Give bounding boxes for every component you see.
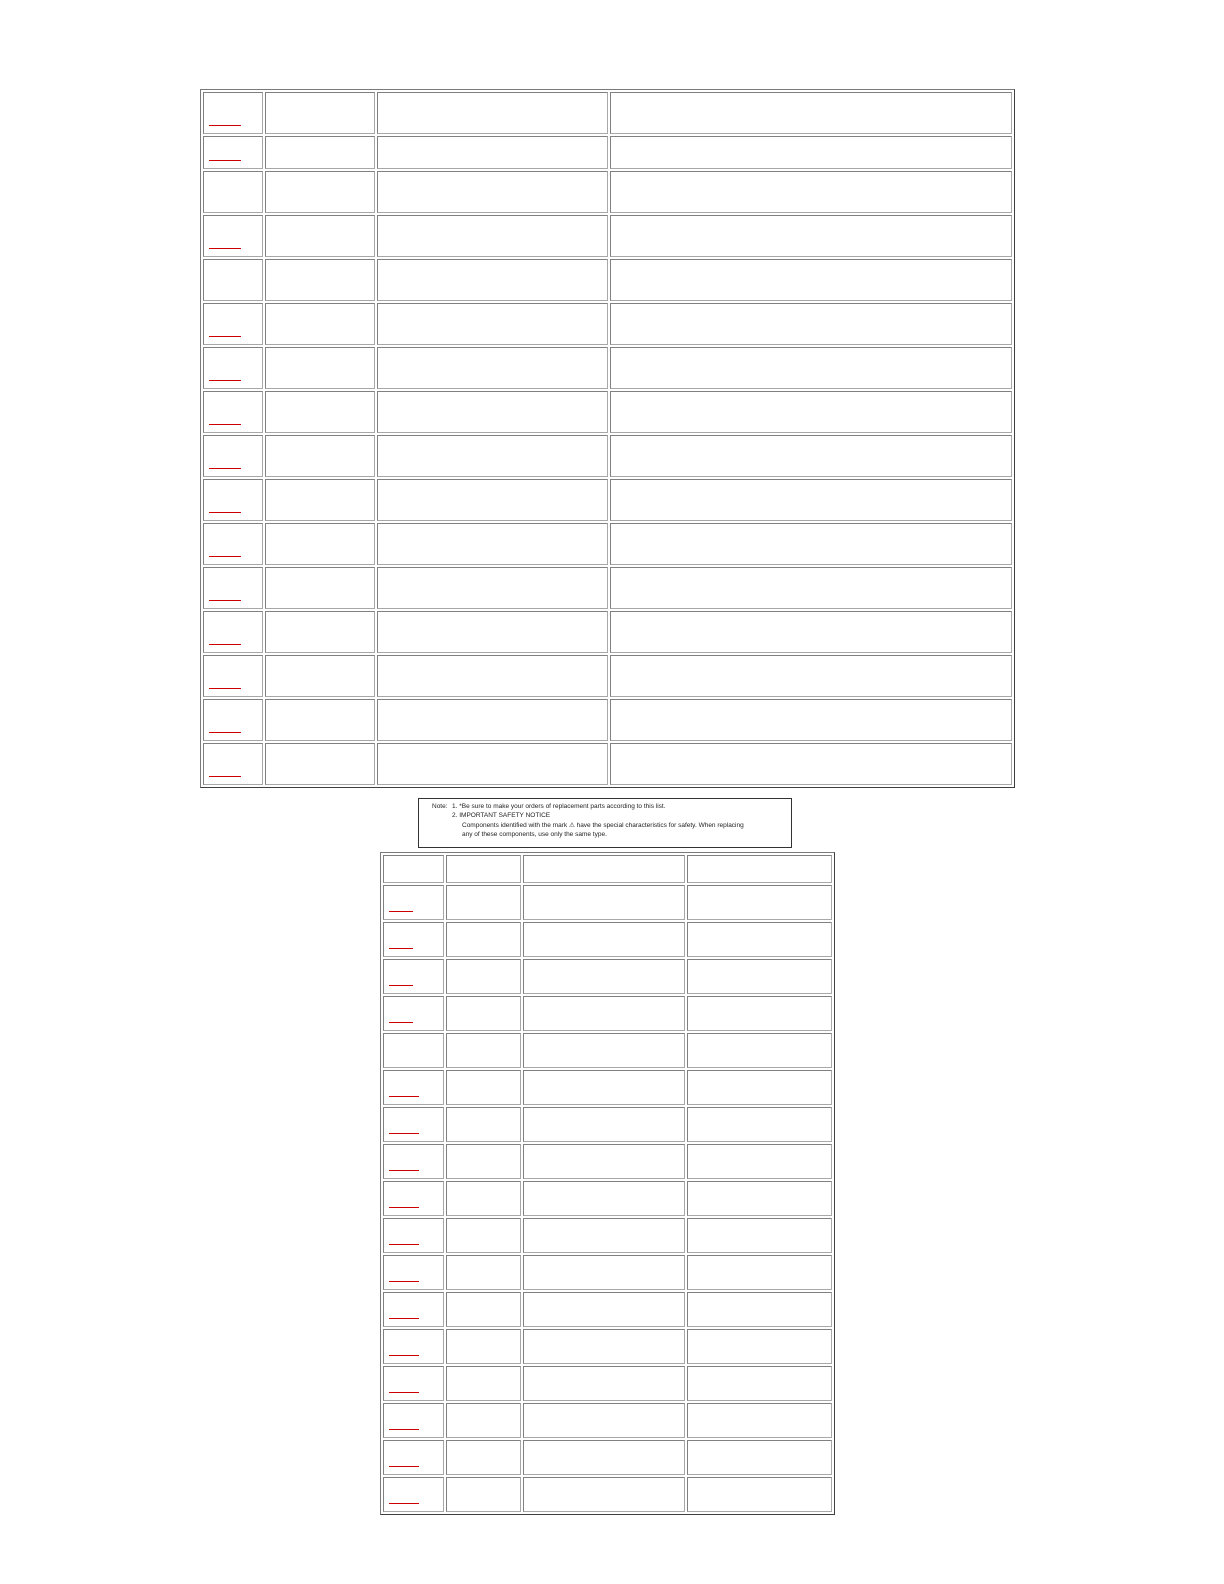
description-cell [687, 1070, 832, 1105]
table-row [383, 1477, 832, 1512]
part-no-cell [265, 743, 375, 785]
note-text-4: any of these components, use only the same type. [462, 831, 607, 839]
description-cell [687, 1477, 832, 1512]
ref-cell [203, 479, 263, 521]
part-no-cell [265, 699, 375, 741]
ref-cell [203, 171, 263, 213]
header-cell [383, 855, 444, 883]
part-no-cell [265, 435, 375, 477]
description-cell [687, 1366, 832, 1401]
ref-link[interactable] [389, 1169, 419, 1171]
description-cell [687, 885, 832, 920]
table-row [203, 523, 1012, 565]
table-row [383, 1181, 832, 1216]
description-cell [610, 215, 1012, 257]
note-line-2 [432, 811, 785, 820]
ref-link[interactable] [389, 1243, 419, 1245]
table-row [383, 1033, 832, 1068]
ref-cell [383, 1292, 444, 1327]
part-name-cell [523, 1477, 685, 1512]
description-cell [687, 1218, 832, 1253]
description-cell [610, 699, 1012, 741]
part-name-cell [377, 171, 608, 213]
table-row [203, 136, 1012, 169]
description-cell [610, 523, 1012, 565]
part-no-cell [446, 1218, 521, 1253]
ref-cell [383, 1366, 444, 1401]
ref-cell [383, 1329, 444, 1364]
table-row [383, 1292, 832, 1327]
ref-link[interactable] [389, 1354, 419, 1356]
part-no-cell [265, 567, 375, 609]
table-row [383, 1403, 832, 1438]
ref-cell [383, 1440, 444, 1475]
ref-link[interactable] [209, 335, 241, 337]
part-no-cell [446, 922, 521, 957]
ref-link[interactable] [389, 1502, 419, 1504]
part-no-cell [265, 171, 375, 213]
part-name-cell [523, 996, 685, 1031]
part-name-cell [377, 259, 608, 301]
description-cell [687, 996, 832, 1031]
part-name-cell [523, 885, 685, 920]
ref-cell [383, 959, 444, 994]
safety-note-box [418, 798, 792, 848]
table-row [383, 1255, 832, 1290]
table-row [383, 1440, 832, 1475]
ref-link[interactable] [209, 379, 241, 381]
ref-cell [203, 611, 263, 653]
part-no-cell [446, 1403, 521, 1438]
ref-cell [203, 699, 263, 741]
part-name-cell [523, 1440, 685, 1475]
part-no-cell [446, 1477, 521, 1512]
ref-cell [383, 885, 444, 920]
part-name-cell [523, 1292, 685, 1327]
table-row [383, 922, 832, 957]
ref-link[interactable] [389, 1206, 419, 1208]
ref-cell [203, 435, 263, 477]
description-cell [610, 136, 1012, 169]
part-name-cell [523, 1144, 685, 1179]
part-no-cell [446, 1255, 521, 1290]
part-name-cell [523, 1033, 685, 1068]
table-row [383, 959, 832, 994]
table-row [203, 215, 1012, 257]
note-line-3 [432, 821, 785, 830]
part-no-cell [446, 1329, 521, 1364]
part-no-cell [265, 136, 375, 169]
part-no-cell [446, 1292, 521, 1327]
part-no-cell [446, 1144, 521, 1179]
table-row [203, 303, 1012, 345]
ref-cell [203, 92, 263, 134]
description-cell [687, 1033, 832, 1068]
part-no-cell [446, 1070, 521, 1105]
part-name-cell [523, 1366, 685, 1401]
description-cell [610, 479, 1012, 521]
part-no-cell [446, 1107, 521, 1142]
part-name-cell [377, 391, 608, 433]
description-cell [687, 1144, 832, 1179]
table-row [383, 1107, 832, 1142]
note-line-4 [432, 830, 785, 839]
part-name-cell [523, 959, 685, 994]
table-row [383, 1144, 832, 1179]
ref-cell [203, 215, 263, 257]
part-name-cell [377, 347, 608, 389]
part-name-cell [523, 922, 685, 957]
ref-link[interactable] [209, 467, 241, 469]
ref-cell [203, 567, 263, 609]
ref-link[interactable] [209, 775, 241, 777]
part-name-cell [523, 1403, 685, 1438]
description-cell [610, 171, 1012, 213]
table-row [203, 611, 1012, 653]
ref-link[interactable] [389, 1132, 419, 1134]
parts-table-2 [380, 852, 835, 1515]
description-cell [610, 655, 1012, 697]
table-row [203, 92, 1012, 134]
ref-cell [383, 1144, 444, 1179]
ref-cell [203, 523, 263, 565]
part-name-cell [523, 1255, 685, 1290]
ref-link[interactable] [389, 984, 413, 986]
ref-link[interactable] [209, 731, 241, 733]
ref-link[interactable] [389, 947, 413, 949]
description-cell [687, 1255, 832, 1290]
table-row [383, 996, 832, 1031]
part-name-cell [523, 1218, 685, 1253]
ref-cell [203, 655, 263, 697]
note-label: Note: [432, 803, 448, 810]
ref-cell [203, 136, 263, 169]
ref-cell [383, 1477, 444, 1512]
table-row [203, 347, 1012, 389]
ref-link[interactable] [389, 1317, 419, 1319]
part-name-cell [377, 611, 608, 653]
header-cell [687, 855, 832, 883]
table-row [383, 1070, 832, 1105]
description-cell [610, 567, 1012, 609]
table-row [383, 1366, 832, 1401]
part-no-cell [446, 885, 521, 920]
ref-cell [383, 1107, 444, 1142]
part-name-cell [523, 1181, 685, 1216]
parts-table-1 [200, 89, 1015, 788]
part-no-cell [265, 523, 375, 565]
ref-link[interactable] [209, 599, 241, 601]
description-cell [610, 347, 1012, 389]
description-cell [687, 1181, 832, 1216]
part-name-cell [523, 1107, 685, 1142]
part-name-cell [523, 1070, 685, 1105]
part-name-cell [377, 655, 608, 697]
ref-link[interactable] [209, 247, 241, 249]
ref-link[interactable] [209, 124, 241, 126]
ref-cell [203, 743, 263, 785]
ref-link[interactable] [389, 1280, 419, 1282]
table-row [203, 699, 1012, 741]
ref-link[interactable] [389, 910, 413, 912]
ref-cell [383, 1255, 444, 1290]
table-row [203, 567, 1012, 609]
description-cell [610, 435, 1012, 477]
part-no-cell [446, 996, 521, 1031]
table-row [383, 1329, 832, 1364]
table-row [203, 655, 1012, 697]
part-name-cell [377, 523, 608, 565]
ref-cell [203, 347, 263, 389]
part-no-cell [265, 611, 375, 653]
part-no-cell [446, 1033, 521, 1068]
ref-cell [203, 259, 263, 301]
part-no-cell [446, 959, 521, 994]
part-name-cell [377, 567, 608, 609]
part-no-cell [265, 655, 375, 697]
note-text-1: 1. *Be sure to make your orders of replacement parts according to this list. [452, 803, 666, 810]
ref-cell [203, 391, 263, 433]
part-name-cell [377, 215, 608, 257]
part-no-cell [265, 479, 375, 521]
part-no-cell [265, 215, 375, 257]
part-no-cell [265, 391, 375, 433]
part-no-cell [265, 92, 375, 134]
description-cell [687, 1292, 832, 1327]
ref-link[interactable] [209, 159, 241, 161]
description-cell [687, 1440, 832, 1475]
part-name-cell [377, 699, 608, 741]
part-name-cell [377, 435, 608, 477]
part-no-cell [446, 1440, 521, 1475]
table-row [203, 391, 1012, 433]
description-cell [610, 391, 1012, 433]
ref-link[interactable] [389, 1465, 419, 1467]
description-cell [610, 92, 1012, 134]
ref-cell [383, 996, 444, 1031]
ref-link[interactable] [209, 511, 241, 513]
header-cell [446, 855, 521, 883]
description-cell [687, 1107, 832, 1142]
table-row [203, 435, 1012, 477]
part-name-cell [377, 479, 608, 521]
part-no-cell [446, 1366, 521, 1401]
description-cell [610, 611, 1012, 653]
part-name-cell [377, 136, 608, 169]
ref-cell [383, 1403, 444, 1438]
part-no-cell [265, 303, 375, 345]
part-name-cell [377, 303, 608, 345]
part-name-cell [523, 1329, 685, 1364]
ref-link[interactable] [209, 643, 241, 645]
table-row [203, 743, 1012, 785]
ref-cell [383, 1218, 444, 1253]
table-row [203, 479, 1012, 521]
ref-link[interactable] [389, 1428, 419, 1430]
ref-link[interactable] [209, 423, 241, 425]
ref-cell [203, 303, 263, 345]
part-no-cell [265, 347, 375, 389]
description-cell [610, 743, 1012, 785]
description-cell [610, 303, 1012, 345]
table-row [203, 171, 1012, 213]
part-name-cell [377, 92, 608, 134]
ref-link[interactable] [209, 555, 241, 557]
header-cell [523, 855, 685, 883]
table-row [383, 885, 832, 920]
description-cell [687, 1403, 832, 1438]
table-row [203, 259, 1012, 301]
ref-cell [383, 1033, 444, 1068]
ref-cell [383, 922, 444, 957]
part-no-cell [265, 259, 375, 301]
ref-cell [383, 1070, 444, 1105]
note-line-1 [432, 802, 785, 811]
ref-link[interactable] [389, 1095, 419, 1097]
note-text-2: 2. IMPORTANT SAFETY NOTICE [452, 812, 551, 820]
table-row [383, 1218, 832, 1253]
part-no-cell [446, 1181, 521, 1216]
description-cell [687, 959, 832, 994]
note-text-3: Components identified with the mark ⚠ have the special characteristics for safety. When replacing [462, 821, 744, 829]
part-name-cell [377, 743, 608, 785]
ref-link[interactable] [209, 687, 241, 689]
ref-link[interactable] [389, 1391, 419, 1393]
description-cell [687, 1329, 832, 1364]
table-header-row [383, 855, 832, 883]
ref-cell [383, 1181, 444, 1216]
description-cell [610, 259, 1012, 301]
description-cell [687, 922, 832, 957]
ref-link[interactable] [389, 1021, 413, 1023]
